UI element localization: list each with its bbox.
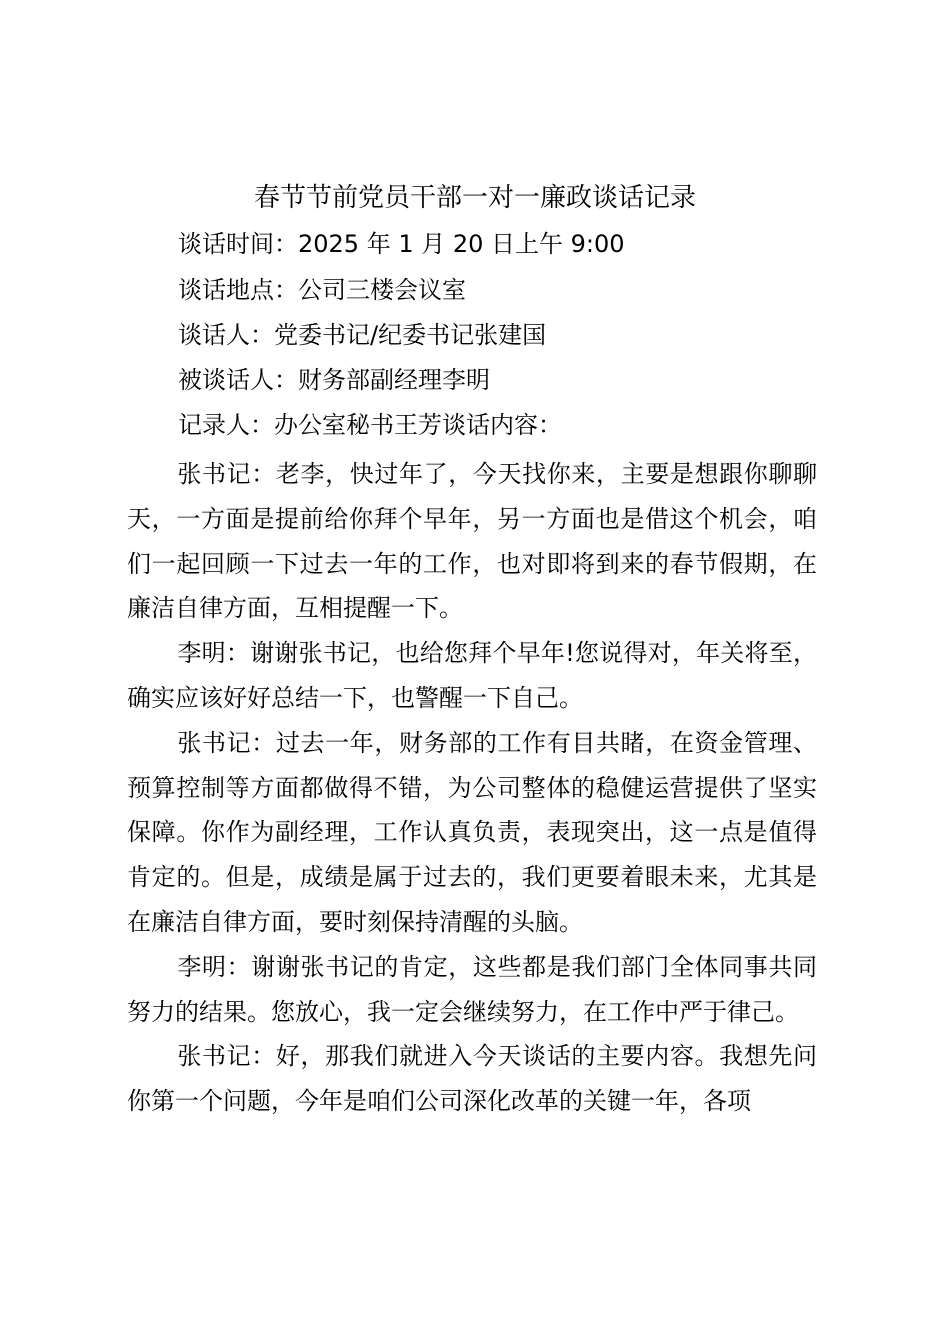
transcript-body xyxy=(127,452,817,1124)
meta-recorder: 记录人：办公室秘书王芳谈话内容： xyxy=(178,411,562,439)
document-title: 春节节前党员干部一对一廉政谈话记录 xyxy=(253,183,696,213)
transcript-paragraph: 李明：谢谢张书记的肯定，这些都是我们部门全体同事共同努力的结果。您放心，我一定会继续努力，在工作中严于律己。 xyxy=(127,952,817,1026)
meta-interviewer: 谈话人：党委书记/纪委书记张建国 xyxy=(178,321,547,349)
meta-interview-time: 谈话时间：2025 年 1 月 20 日上午 9:00 xyxy=(178,230,625,258)
transcript-paragraph: 张书记：好，那我们就进入今天谈话的主要内容。我想先问你第一个问题，今年是咱们公司深化改革的关键一年，各项 xyxy=(127,1042,817,1116)
meta-interviewee: 被谈话人：财务部副经理李明 xyxy=(178,366,490,394)
transcript-paragraph: 李明：谢谢张书记，也给您拜个早年!您说得对，年关将至，确实应该好好总结一下，也警醒一下自己。 xyxy=(127,639,817,712)
meta-interview-location: 谈话地点：公司三楼会议室 xyxy=(178,276,466,304)
transcript-paragraph: 张书记：老李，快过年了，今天找你来，主要是想跟你聊聊天，一方面是提前给你拜个早年，另一方面也是借这个机会，咱们一起回顾一下过去一年的工作，也对即将到来的春节假期，在廉洁自律方面，互相提醒一下。 xyxy=(127,460,817,623)
transcript-paragraph: 张书记：过去一年，财务部的工作有目共睹，在资金管理、预算控制等方面都做得不错，为公司整体的稳健运营提供了坚实保障。你作为副经理，工作认真负责，表现突出，这一点是值得肯定的。但是，成绩是属于过去的，我们更要着眼未来，尤其是在廉洁自律方面，要时刻保持清醒的头脑。 xyxy=(127,728,817,936)
